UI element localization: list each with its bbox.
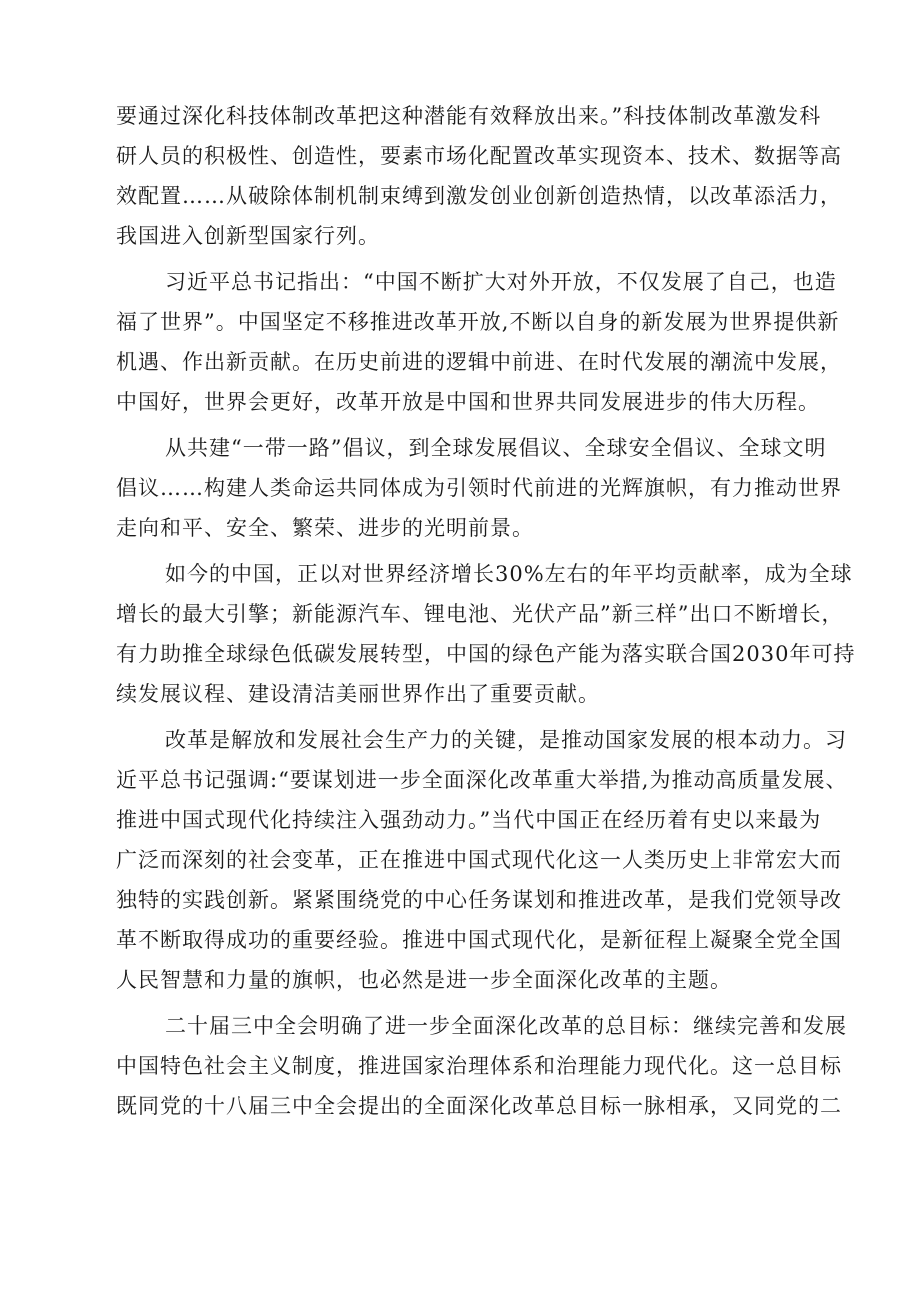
paragraph-1-line-2: 研人员的积极性、创造性，要素市场化配置改革实现资本、技术、数据等高 [116,144,842,168]
paragraph-2-line-1: 习近平总书记指出：“中国不断扩大对外开放，不仅发展了自己，也造 [165,270,837,294]
paragraph-4-line-2: 增长的最大引擎；新能源汽车、锂电池、光伏产品”新三样”出口不断增长， [116,602,844,626]
paragraph-6-line-3: 既同党的十八届三中全会提出的全面深化改革总目标一脉相承，又同党的二 [116,1094,842,1118]
paragraph-6-line-1: 二十届三中全会明确了进一步全面深化改革的总目标：继续完善和发展 [165,1014,847,1038]
paragraph-5-line-6: 革不断取得成功的重要经验。推进中国式现代化，是新征程上凝聚全党全国 [116,928,842,952]
paragraph-4-line-3: 有力助推全球绿色低碳发展转型，中国的绿色产能为落实联合国2030年可持 [116,642,856,666]
paragraph-5-line-2: 近平总书记强调:“要谋划进一步全面深化改革重大举措,为推动高质量发展、 [116,768,848,792]
paragraph-5-line-5: 独特的实践创新。紧紧围绕党的中心任务谋划和推进改革，是我们党领导改 [116,888,842,912]
paragraph-1-line-3: 效配置……从破除体制机制束缚到激发创业创新创造热情，以改革添活力， [116,184,842,208]
paragraph-4-line-4: 续发展议程、建设清洁美丽世界作出了重要贡献。 [116,682,600,706]
body-text [116,96,856,1126]
paragraph-5-line-3: 推进中国式现代化持续注入强劲动力。”当代中国正在经历着有史以来最为 [116,808,822,832]
paragraph-3-line-3: 走向和平、安全、繁荣、进步的光明前景。 [116,516,534,540]
paragraph-1-line-4: 我国进入创新型国家行列。 [116,224,380,248]
paragraph-1-line-1: 要通过深化科技体制改革把这种潜能有效释放出来。”科技体制改革激发科 [116,104,822,128]
paragraph-6-line-2: 中国特色社会主义制度，推进国家治理体系和治理能力现代化。这一总目标 [116,1054,842,1078]
paragraph-4-line-1: 如今的中国，正以对世界经济增长30%左右的年平均贡献率，成为全球 [165,562,853,586]
paragraph-2-line-3: 机遇、作出新贡献。在历史前进的逻辑中前进、在时代发展的潮流中发展， [116,350,842,374]
paragraph-2-line-4: 中国好，世界会更好，改革开放是中国和世界共同发展进步的伟大历程。 [116,390,820,414]
paragraph-3-line-2: 倡议……构建人类命运共同体成为引领时代前进的光辉旗帜，有力推动世界 [116,476,842,500]
paragraph-2-line-2: 福了世界”。中国坚定不移推进改革开放,不断以自身的新发展为世界提供新 [116,310,840,334]
paragraph-5-line-4: 广泛而深刻的社会变革，正在推进中国式现代化这一人类历史上非常宏大而 [116,848,842,872]
paragraph-3-line-1: 从共建“一带一路”倡议，到全球发展倡议、全球安全倡议、全球文明 [165,436,827,460]
paragraph-5-line-7: 人民智慧和力量的旗帜，也必然是进一步全面深化改革的主题。 [116,968,732,992]
paragraph-5-line-1: 改革是解放和发展社会生产力的关键，是推动国家发展的根本动力。习 [165,728,847,752]
